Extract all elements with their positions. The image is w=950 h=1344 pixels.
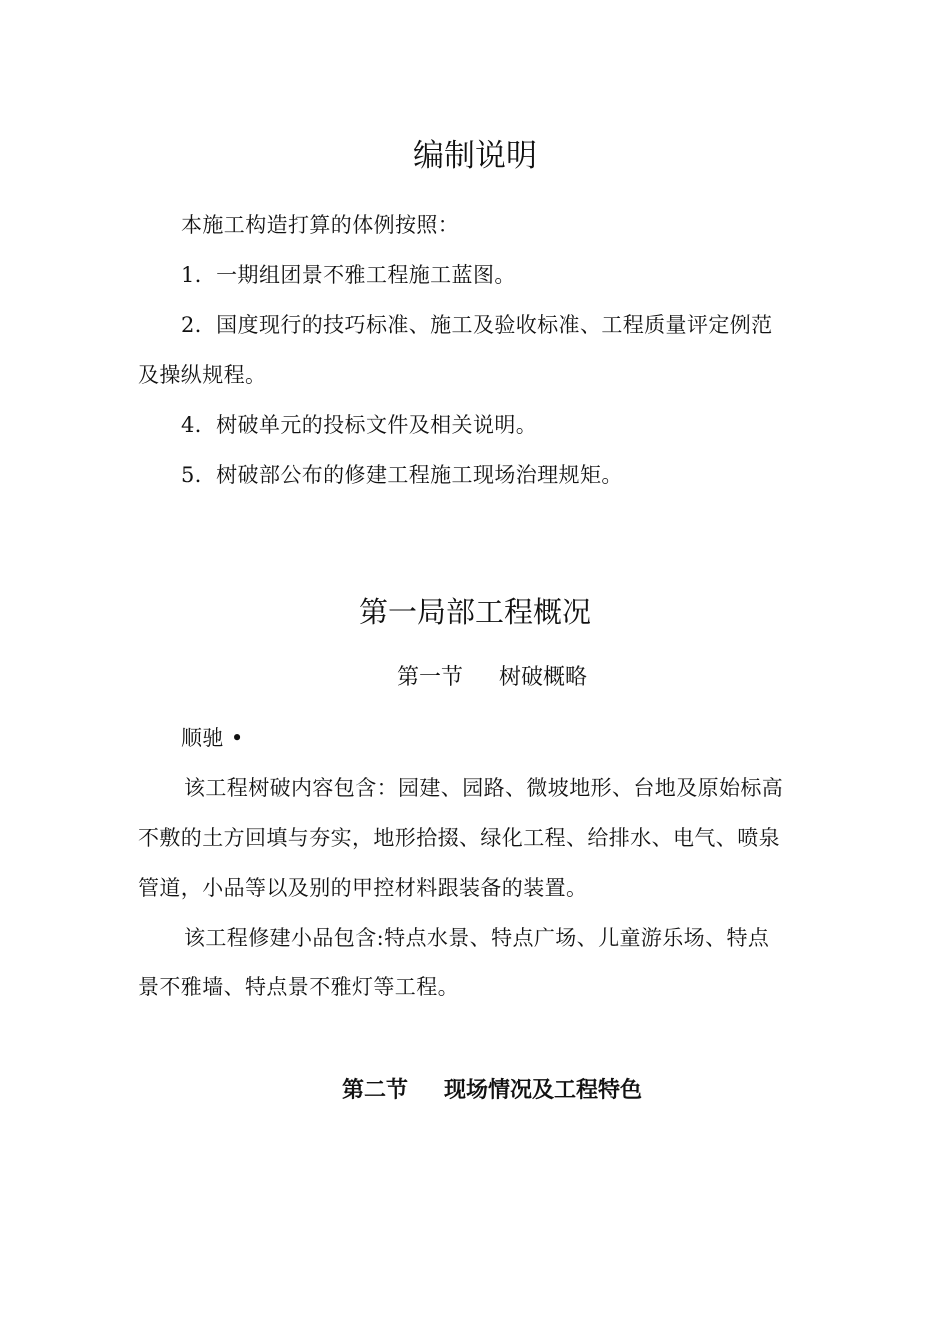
intro-item-4: 4．树破单元的投标文件及相关说明。 [181,413,538,437]
intro-item-2: 2．国度现行的技巧标准、施工及验收标准、工程质量评定例范 [181,313,773,337]
para1-line-2: 不敷的土方回填与夯实，地形拾掇、绿化工程、给排水、电气、喷泉 [138,826,780,850]
section-1-number: 第一节 [396,665,463,690]
section-1-heading [0,660,950,691]
para2-line-2: 景不雅墙、特点景不雅灯等工程。 [138,975,459,999]
para2-line-1: 该工程修建小品包含:特点水景、特点广场、儿童游乐场、特点 [184,926,770,950]
section-2-name: 现场情况及工程特色 [444,1077,643,1103]
compilation-notes-title: 编制说明 [413,138,537,174]
intro-item-5: 5．树破部公布的修建工程施工现场治理规矩。 [181,463,623,487]
section-2-heading [0,1073,950,1104]
para1-line-1: 该工程树破内容包含：园建、园路、微坡地形、台地及原始标高 [184,776,784,800]
intro-item-2-cont: 及操纵规程。 [138,363,267,387]
para1-line-3: 管道，小品等以及别的甲控材料跟装备的装置。 [138,876,588,900]
part-one-title: 第一局部工程概况 [358,595,591,629]
section-1-name: 树破概略 [499,665,588,690]
shunchi-label: 顺驰 • [181,726,244,750]
intro-item-1: 1．一期组团景不雅工程施工蓝图。 [181,263,516,287]
section-2-number: 第二节 [341,1077,408,1103]
intro-lead: 本施工构造打算的体例按照： [181,213,460,237]
